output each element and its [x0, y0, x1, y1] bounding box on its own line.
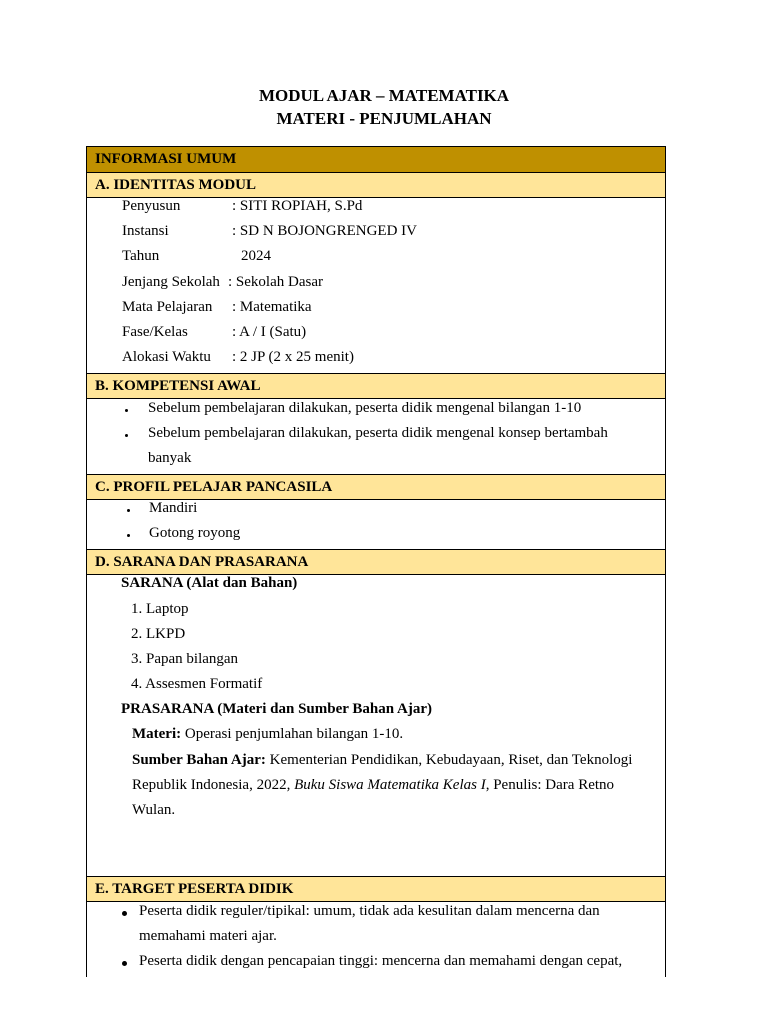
section-c-header: [87, 474, 665, 500]
bullet-icon: [122, 911, 127, 916]
field-label: Penyusun: [122, 198, 181, 214]
list-item: Gotong royong: [149, 525, 241, 541]
section-a-title: A. IDENTITAS MODUL: [95, 177, 256, 193]
field-label: Alokasi Waktu: [122, 349, 211, 365]
field-value: : A / I (Satu): [232, 324, 307, 340]
section-d-header: [87, 549, 665, 575]
bullet-icon: [127, 509, 130, 512]
field-value: : Sekolah Dasar: [228, 274, 323, 290]
section-b-title: B. KOMPETENSI AWAL: [95, 378, 261, 394]
sumber-text: , Penulis: Dara Retno: [485, 777, 615, 793]
section-e-header: [87, 876, 665, 902]
sumber-text: Republik Indonesia, 2022,: [132, 777, 295, 793]
prasarana-title: PRASARANA (Materi dan Sumber Bahan Ajar): [121, 701, 432, 717]
sarana-title: SARANA (Alat dan Bahan): [121, 575, 298, 591]
materi-label: Materi:: [132, 726, 182, 742]
field-label: Instansi: [122, 223, 169, 239]
field-value: 2024: [241, 248, 271, 264]
module-table: [86, 146, 666, 977]
list-item: Sebelum pembelajaran dilakukan, peserta didik mengenal bilangan 1-10: [148, 400, 582, 416]
list-item: Peserta didik reguler/tipikal: umum, tidak ada kesulitan dalam mencerna dan: [139, 903, 600, 919]
bullet-icon: [127, 534, 130, 537]
section-b-header: [87, 373, 665, 399]
list-item: 3. Papan bilangan: [131, 651, 239, 667]
section-c-title: C. PROFIL PELAJAR PANCASILA: [95, 479, 333, 495]
field-label: Jenjang Sekolah: [122, 274, 220, 290]
list-item: 1. Laptop: [131, 601, 189, 617]
list-item: Sebelum pembelajaran dilakukan, peserta didik mengenal konsep bertambah: [148, 425, 608, 441]
list-item: Peserta didik dengan pencapaian tinggi: mencerna dan memahami dengan cepat,: [139, 953, 623, 969]
book-title: Buku Siswa Matematika Kelas I: [294, 777, 486, 793]
list-item-continuation: banyak: [148, 450, 192, 466]
field-label: Fase/Kelas: [122, 324, 188, 340]
sumber-line-3: Wulan.: [132, 802, 176, 818]
section-a-header: [87, 172, 665, 198]
document-subtitle: MATERI - PENJUMLAHAN: [276, 109, 492, 128]
field-value: : SITI ROPIAH, S.Pd: [232, 198, 363, 214]
bullet-icon: [125, 409, 128, 412]
list-item-continuation: memahami materi ajar.: [139, 928, 277, 944]
sumber-line-1: [132, 752, 632, 769]
sumber-line-2: [132, 777, 614, 794]
list-item: Mandiri: [149, 500, 198, 516]
bullet-icon: [122, 961, 127, 966]
field-label: Tahun: [122, 248, 160, 264]
field-value: : Matematika: [232, 299, 312, 315]
materi-value: Operasi penjumlahan bilangan 1-10.: [184, 726, 404, 742]
field-value: : 2 JP (2 x 25 menit): [232, 349, 354, 365]
document-title: MODUL AJAR – MATEMATIKA: [258, 86, 510, 105]
field-label: Mata Pelajaran: [122, 299, 213, 315]
info-umum-label: INFORMASI UMUM: [95, 151, 237, 167]
list-item: 4. Assesmen Formatif: [131, 676, 263, 692]
info-umum-header: [87, 147, 665, 173]
list-item: 2. LKPD: [131, 626, 186, 642]
field-value: : SD N BOJONGRENGED IV: [232, 223, 418, 239]
sumber-text: Kementerian Pendidikan, Kebudayaan, Riset, dan Teknologi: [269, 752, 633, 768]
section-d-title: D. SARANA DAN PRASARANA: [95, 554, 309, 570]
section-e-title: E. TARGET PESERTA DIDIK: [95, 881, 294, 897]
materi-line: [132, 726, 403, 743]
bullet-icon: [125, 434, 128, 437]
sumber-label: Sumber Bahan Ajar:: [132, 752, 266, 768]
